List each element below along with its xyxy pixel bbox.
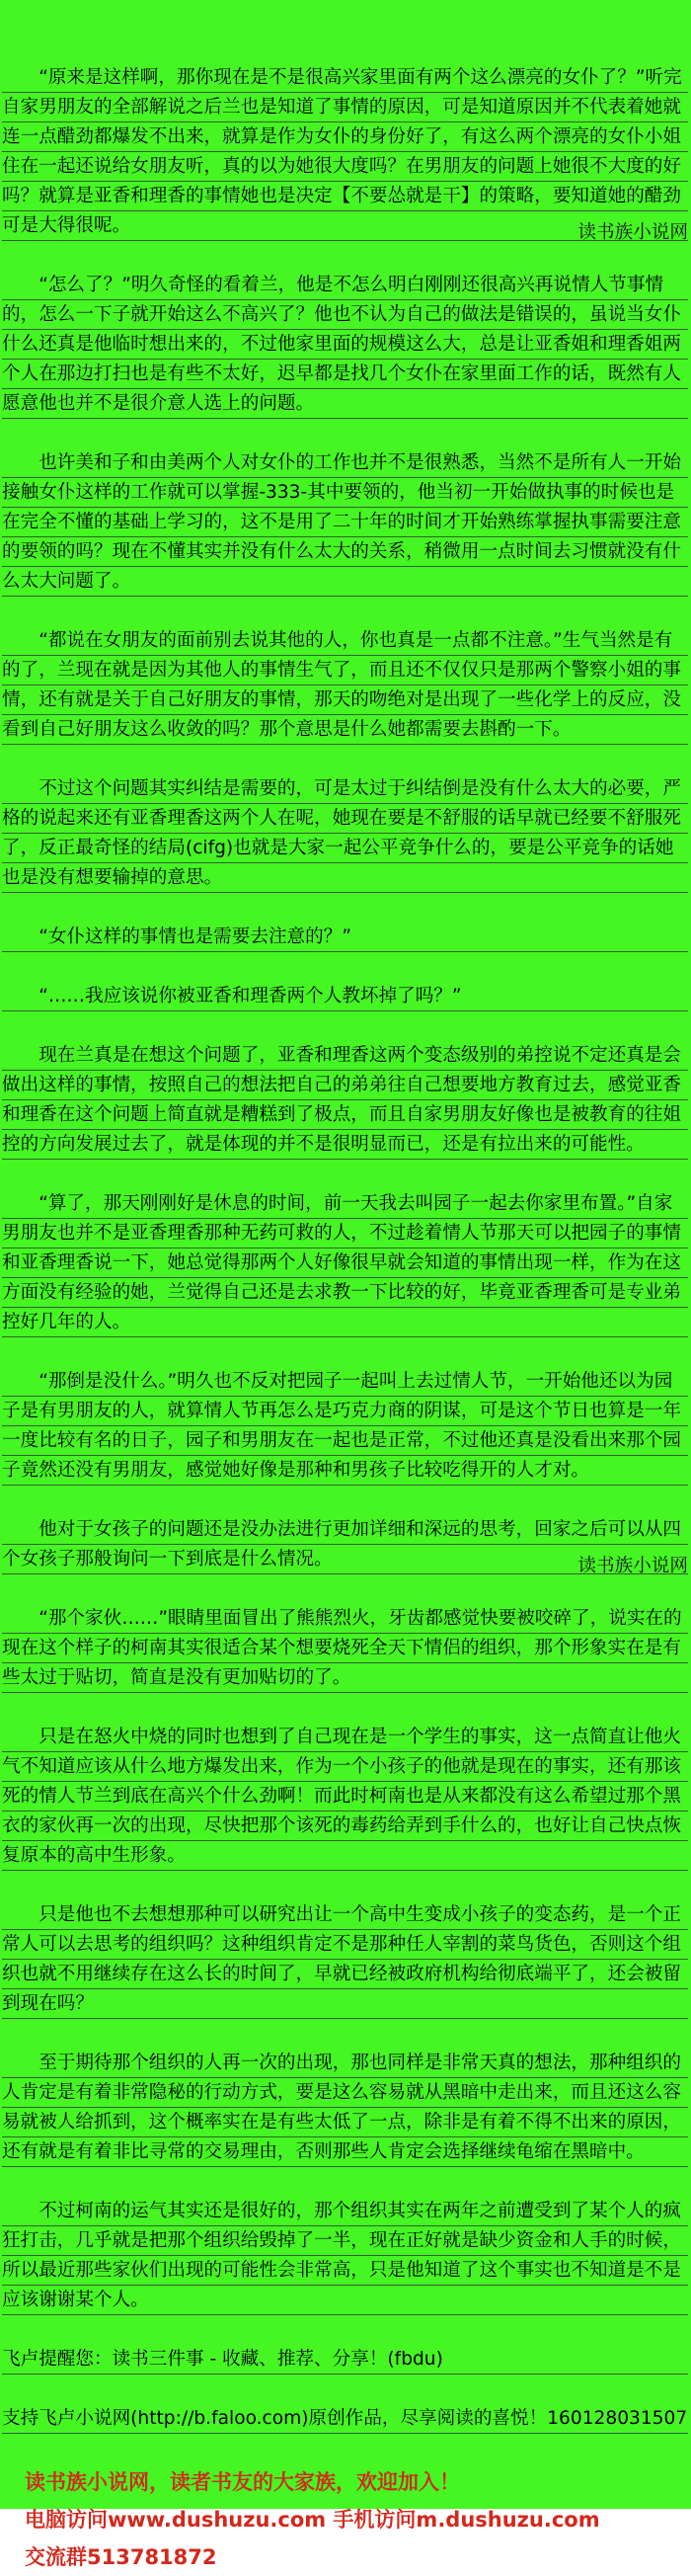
novel-paragraph: “算了，那天刚刚好是休息的时间，前一天我去叫园子一起去你家里布置。”自家男朋友也并不是亚香理香那种无药可救的人，不过趁着情人节那天可以把园子的事情和亚香理香说一下，她总觉得那两个人好像很早就会知道的事情出现一样，作为在这方面没有经验的她，兰觉得自己还是去求教一下比较的好，毕竟亚香理香可是专业弟控好几年的人。 bbox=[2, 1189, 688, 1337]
novel-paragraph: 现在兰真是在想这个问题了，亚香和理香这两个变态级别的弟控说不定还真是会做出这样的事情，按照自己的想法把自己的弟弟往自己想要地方教育过去，感觉亚香和理香在这个问题上简直就是糟糕到了极点，而且自家男朋友好像也是被教育的往姐控的方向发展过去了，就是体现的并不是很明显而已，还是有拉出来的可能性。 bbox=[2, 1041, 688, 1160]
novel-paragraph: 不过这个问题其实纠结是需要的，可是太过于纠结倒是没有什么太大的必要，严格的说起来还有亚香理香这两个人在呢，她现在要是不舒服的话早就已经要不舒服死了，反正最奇怪的结局(cifg)也就是大家一起公平竞争什么的，要是公平竞争的话她也是没有想要输掉的意思。 bbox=[2, 774, 688, 893]
novel-paragraph: 也许美和子和由美两个人对女仆的工作也并不是很熟悉，当然不是所有人一开始接触女仆这样的工作就可以掌握-333-其中要领的，他当初一开始做执事的时候也是在完全不懂的基础上学习的，这不是用了二十年的时间才开始熟练掌握执事需要注意的要领的吗？现在不懂其实并没有什么太大的关系，稍微用一点时间去习惯就没有什么太大问题了。 bbox=[2, 448, 688, 597]
site-promo-line: 电脑访问www.dushuzu.com 手机访问m.dushuzu.com bbox=[25, 2508, 600, 2532]
novel-paragraph: “那倒是没什么。”明久也不反对把园子一起叫上去过情人节，一开始他还以为园子是有男朋友的人，就算情人节再怎么是巧克力商的阴谋，可是这个节日也算是一年一度比较有名的日子，园子和男朋友在一起也是正常，不过他还真是没看出来那个园子竟然还没有男朋友，感觉她好像是那种和男孩子比较吃得开的人才对。 bbox=[2, 1367, 688, 1486]
site-promo-line: 交流群513781872 bbox=[25, 2545, 217, 2569]
novel-paragraph: “女仆这样的事情也是需要去注意的？” bbox=[2, 923, 688, 952]
novel-paragraph: “都说在女朋友的面前别去说其他的人，你也真是一点都不注意。”生气当然是有的了，兰现在就是因为其他人的事情生气了，而且还不仅仅只是那两个警察小姐的事情，还有就是关于自己好朋友的事情，那天的吻绝对是出现了一些化学上的反应，没看到自己好朋友这么收敛的吗？那个意思是什么她都需要去斟酌一下。 bbox=[2, 626, 688, 745]
novel-paragraph: 飞卢提醒您：读书三件事 - 收藏、推荐、分享！(fbdu) bbox=[2, 2345, 688, 2375]
novel-paragraph: 至于期待那个组织的人再一次的出现，那也同样是非常天真的想法，那种组织的人肯定是有着非常隐秘的行动方式，要是这么容易就从黑暗中走出来，而且还这么容易就被人给抓到，这个概率实在是有些太低了一点，除非是有着不得不出来的原因，还有就是有着非比寻常的交易理由，否则那些人肯定会选择继续龟缩在黑暗中。 bbox=[2, 2049, 688, 2167]
novel-paragraph: “原来是这样啊，那你现在是不是很高兴家里面有两个这么漂亮的女仆了？”听完自家男朋友的全部解说之后兰也是知道了事情的原因，可是知道原因并不代表着她就连一点醋劲都爆发不出来，就算是作为女仆的身份好了，有这么两个漂亮的女仆小姐住在一起还说给女朋友听，真的以为她很大度吗？在男朋友的问题上她很不大度的好吗？就算是亚香和理香的事情她也是决定【不要怂就是干】的策略，要知道她的醋劲可是大得很呢。 读书族小说网 bbox=[2, 63, 688, 241]
novel-paragraph: “那个家伙……”眼睛里面冒出了熊熊烈火，牙齿都感觉快要被咬碎了，说实在的现在这个样子的柯南其实很适合某个想要烧死全天下情侣的组织，那个形象实在是有些太过于贴切，简直是没有更加贴切的了。 bbox=[2, 1604, 688, 1693]
novel-paragraph: 只是他也不去想想那种可以研究出让一个高中生变成小孩子的变态药，是一个正常人可以去思考的组织吗？这种组织肯定不是那种任人宰割的菜鸟货色，否则这个组织也就不用继续存在这么长的时间了，早就已经被政府机构给彻底端平了，还会被留到现在吗？ bbox=[2, 1900, 688, 2019]
site-promo-footer bbox=[0, 2463, 691, 2576]
novel-paragraph: 支持飞卢小说网(http://b.faloo.com)原创作品，尽享阅读的喜悦！160128031507 bbox=[2, 2404, 688, 2434]
novel-paragraph: 不过柯南的运气其实还是很好的，那个组织其实在两年之前遭受到了某个人的疯狂打击，几乎就是把那个组织给毁掉了一半，现在正好就是缺少资金和人手的时候，所以最近那些家伙们出现的可能性会非常高，只是他知道了这个事实也不知道是不是应该谢谢某个人。 bbox=[2, 2197, 688, 2315]
novel-paragraph: “怎么了？”明久奇怪的看着兰，他是不怎么明白刚刚还很高兴再说情人节事情的，怎么一下子就开始这么不高兴了？他也不认为自己的做法是错误的，虽说当女仆什么还真是他临时想出来的，不过他家里面的规模这么大，总是让亚香姐和理香姐两个人在那边打扫也是有些不太好，迟早都是找几个女仆在家里面工作的话，既然有人愿意他也并不是很介意人选上的问题。 bbox=[2, 271, 688, 419]
site-watermark: 读书族小说网 bbox=[577, 1556, 688, 1576]
novel-paragraph: “……我应该说你被亚香和理香两个人教坏掉了吗？” bbox=[2, 982, 688, 1011]
novel-paragraph: 他对于女孩子的问题还是没办法进行更加详细和深远的思考，回家之后可以从四个女孩子那般询问一下到底是什么情况。 读书族小说网 bbox=[2, 1515, 688, 1574]
site-promo-line: 读书族小说网，读者书友的大家族，欢迎加入！ bbox=[25, 2470, 460, 2494]
site-watermark: 读书族小说网 bbox=[577, 222, 688, 243]
novel-paragraph: 只是在怒火中烧的同时也想到了自己现在是一个学生的事实，这一点简直让他火气不知道应该从什么地方爆发出来，作为一个小孩子的他就是现在的事实，还有那该死的情人节兰到底在高兴个什么劲啊！而此时柯南也是从来都没有这么希望过那个黑衣的家伙再一次的出现，尽快把那个该死的毒药给弄到手什么的，也好让自己快点恢复原本的高中生形象。 bbox=[2, 1723, 688, 1871]
